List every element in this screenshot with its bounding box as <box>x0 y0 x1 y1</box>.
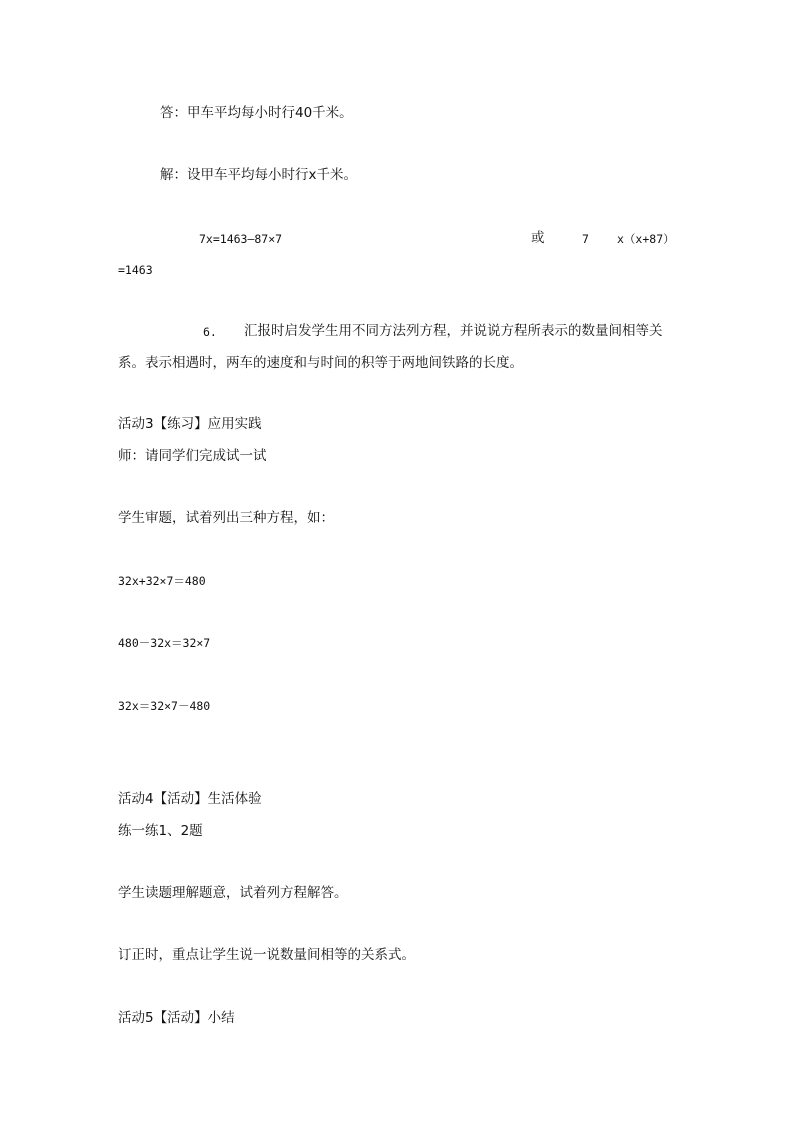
answer-line: 答：甲车平均每小时行40千米。 <box>160 105 353 121</box>
activity-4-title: 活动4【活动】生活体验 <box>118 791 262 807</box>
activity-3-teacher: 师：请同学们完成试一试 <box>118 448 267 464</box>
equation-1: 7x=1463—87×7 <box>199 232 283 246</box>
equation-2-result: =1463 <box>118 263 153 277</box>
equation-2-coefficient: 7 <box>582 232 589 246</box>
activity-3-title: 活动3【练习】应用实践 <box>118 416 262 432</box>
solution-line: 解：设甲车平均每小时行x千米。 <box>160 167 357 183</box>
equation-or: 或 <box>531 230 545 246</box>
step-6-line-1: 汇报时启发学生用不同方法列方程，并说说方程所表示的数量间相等关 <box>244 323 663 339</box>
activity-3-student: 学生审题，试着列出三种方程，如： <box>118 510 334 526</box>
activity-5-title: 活动5【活动】小结 <box>118 1010 235 1026</box>
activity-3-equation-3: 32x＝32×7－480 <box>118 699 211 713</box>
step-6-line-2: 系。表示相遇时，两车的速度和与时间的积等于两地间铁路的长度。 <box>118 355 523 371</box>
activity-4-practice: 练一练1、2题 <box>118 823 203 839</box>
activity-4-student: 学生读题理解题意，试着列方程解答。 <box>118 885 348 901</box>
step-6-number: 6. <box>203 325 217 339</box>
equation-2-term: x（x+87） <box>617 232 675 246</box>
activity-3-equation-1: 32x+32×7＝480 <box>118 574 206 588</box>
activity-4-correction: 订正时，重点让学生说一说数量间相等的关系式。 <box>118 947 415 963</box>
activity-3-equation-2: 480－32x＝32×7 <box>118 636 211 650</box>
